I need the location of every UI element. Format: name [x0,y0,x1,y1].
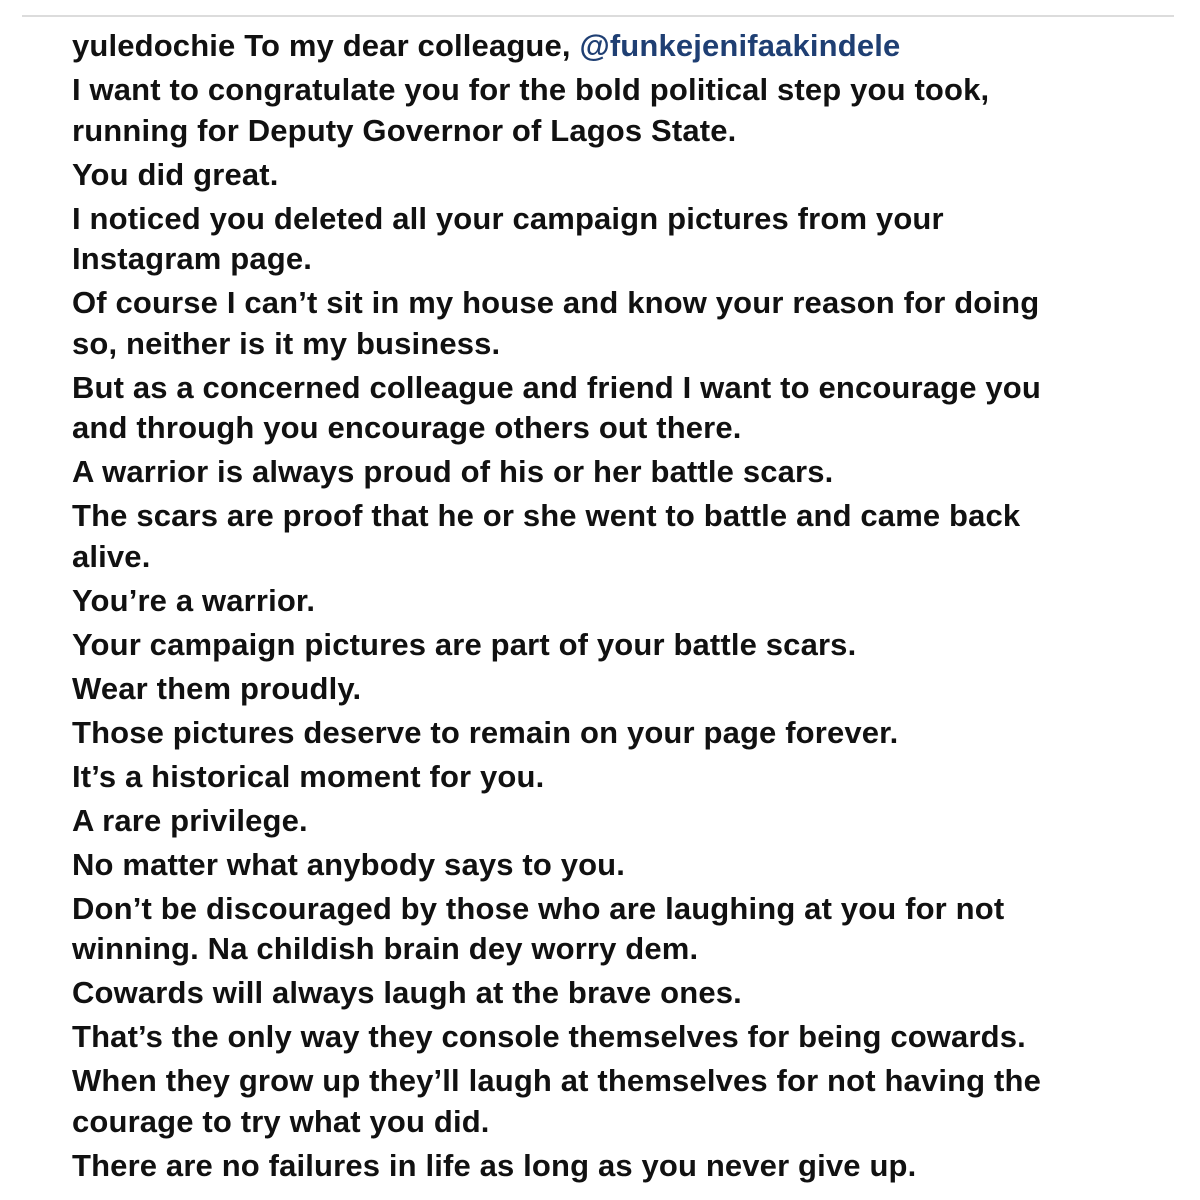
caption-line: When they grow up they’ll laugh at themselves for not having the [72,1063,1041,1099]
caption-line: Of course I can’t sit in my house and know your reason for doing [72,285,1040,321]
caption-paragraph [72,496,1182,577]
caption-line: running for Deputy Governor of Lagos State. [72,112,737,148]
caption-line: That’s the only way they console themselves for being cowards. [72,1019,1026,1055]
caption-paragraph [72,1017,1182,1058]
caption-paragraph [72,1146,1182,1187]
greeting-text: To my dear colleague, [244,28,571,63]
caption-line: Instagram page. [72,241,312,277]
caption-paragraph [72,889,1182,970]
caption-line: courage to try what you did. [72,1103,490,1139]
caption-line: No matter what anybody says to you. [72,846,626,882]
caption-line: so, neither is it my business. [72,325,501,361]
caption-paragraph [72,757,1182,798]
caption-line: Cowards will always laugh at the brave ones. [72,975,742,1011]
caption-paragraph [72,713,1182,754]
caption-paragraph [72,669,1182,710]
caption-paragraph [72,973,1182,1014]
caption-line: You did great. [72,156,279,192]
caption-paragraph [72,845,1182,886]
top-divider [22,15,1174,17]
caption-line: The scars are proof that he or she went to battle and came back [72,498,1021,534]
caption-line: I noticed you deleted all your campaign pictures from your [72,200,944,236]
caption-first-line [72,26,1182,67]
caption-line: Don’t be discouraged by those who are laughing at you for not [72,890,1005,926]
caption-line: There are no failures in life as long as you never give up. [72,1147,917,1183]
caption-paragraph [72,70,1182,151]
caption-line: Your campaign pictures are part of your battle scars. [72,626,857,662]
caption-paragraph [72,199,1182,280]
caption-paragraph [72,368,1182,449]
caption-line: and through you encourage others out there. [72,410,742,446]
caption-line: alive. [72,538,151,574]
caption-paragraph [72,625,1182,666]
caption-line: A rare privilege. [72,802,308,838]
post-caption [72,26,1182,1190]
caption-line: Those pictures deserve to remain on your page forever. [72,714,899,750]
caption-paragraph [72,1061,1182,1142]
mention-link[interactable]: @funkejenifaakindele [579,28,901,63]
caption-paragraph [72,452,1182,493]
caption-line: It’s a historical moment for you. [72,758,545,794]
caption-paragraph [72,283,1182,364]
caption-line: A warrior is always proud of his or her battle scars. [72,454,834,490]
caption-paragraph [72,581,1182,622]
caption-line: Wear them proudly. [72,670,362,706]
caption-paragraph [72,801,1182,842]
caption-line: I want to congratulate you for the bold political step you took, [72,71,990,107]
caption-line: winning. Na childish brain dey worry dem. [72,931,699,967]
caption-paragraph [72,155,1182,196]
username-link[interactable]: yuledochie [72,28,236,63]
caption-line: But as a concerned colleague and friend I want to encourage you [72,369,1041,405]
caption-line: You’re a warrior. [72,582,316,618]
caption-body [72,70,1182,1186]
